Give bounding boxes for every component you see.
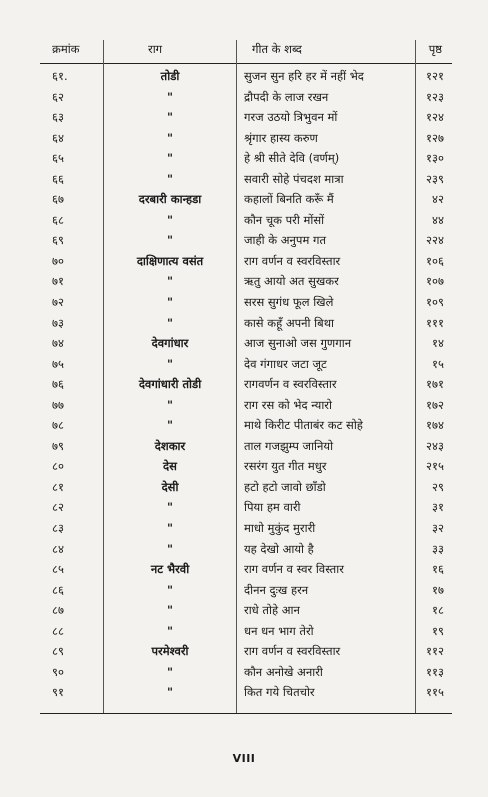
table-row [0, 87, 488, 108]
page-number: VIII [232, 752, 256, 765]
table-row [0, 539, 488, 560]
row-song: कासे कहूँ अपनी बिथा [244, 315, 335, 330]
row-raag: " [167, 582, 173, 597]
row-number: ७१ [52, 274, 64, 289]
table-row [0, 600, 488, 621]
bottom-rule [40, 713, 452, 714]
table-row [0, 477, 488, 498]
row-number: ८९ [52, 644, 64, 659]
row-page: १३० [426, 151, 444, 166]
header-rule [40, 63, 452, 64]
header-raag: राग [148, 42, 163, 56]
row-page: १७ [432, 582, 444, 597]
row-number: ६४ [52, 130, 64, 145]
row-raag: " [167, 541, 173, 556]
table-row [0, 107, 488, 128]
table-row [0, 641, 488, 662]
row-page: १७१ [426, 377, 444, 392]
row-raag: " [167, 500, 173, 515]
row-page: ४४ [432, 212, 444, 227]
row-page: १७२ [426, 397, 444, 412]
row-raag: तोडी [160, 69, 180, 83]
row-song: ऋतु आयो अत सुखकर [244, 274, 339, 289]
row-raag: " [167, 397, 173, 412]
row-page: १२७ [426, 130, 444, 145]
row-raag: " [167, 171, 173, 186]
row-raag: " [167, 151, 173, 166]
row-page: ११३ [426, 664, 444, 679]
row-song: धन धन भाग तेरो [244, 623, 314, 638]
table-row [0, 189, 488, 210]
row-page: १११ [426, 315, 444, 330]
row-page: १२१ [426, 69, 444, 83]
table-row [0, 436, 488, 457]
row-raag: " [167, 89, 173, 104]
row-page: ३२ [432, 521, 444, 536]
row-number: ८४ [52, 541, 64, 556]
table-body [0, 66, 488, 703]
row-number: ६९ [52, 233, 64, 248]
table-row [0, 251, 488, 272]
row-song: गरज उठयो त्रिभुवन मों [244, 110, 338, 125]
row-song: यह देखो आयो है [244, 541, 314, 556]
row-number: ७५ [52, 356, 64, 371]
row-page: २२४ [426, 233, 444, 248]
row-number: ८० [52, 459, 64, 474]
row-raag: " [167, 521, 173, 536]
table-row [0, 456, 488, 477]
table-row [0, 559, 488, 580]
row-song: सवारी सोहे पंचदश मात्रा [244, 171, 344, 186]
table-row [0, 415, 488, 436]
row-raag: देसी [161, 479, 179, 494]
row-page: १५ [432, 356, 444, 371]
table-row [0, 354, 488, 375]
row-number: ८६ [52, 582, 64, 597]
row-raag: " [167, 274, 173, 289]
row-page: २१५ [426, 459, 444, 474]
row-number: ८१ [52, 479, 64, 494]
table-row [0, 148, 488, 169]
table-row [0, 662, 488, 683]
row-number: ७२ [52, 295, 64, 310]
row-song: कौन अनोखे अनारी [244, 664, 323, 679]
row-song: हे श्री सीते देवि (वर्णम्) [244, 151, 340, 166]
row-song: कित गये चितचोर [244, 685, 315, 700]
row-raag: देशकार [154, 438, 186, 453]
table-row [0, 621, 488, 642]
row-song: कहालों बिनति करूँ मैं [244, 192, 334, 207]
row-page: २९ [432, 479, 444, 494]
row-raag: देवगांधारी तोडी [138, 377, 202, 392]
row-number: ६६ [52, 171, 64, 186]
row-song: रसरंग युत गीत मधुर [244, 459, 327, 474]
row-song: सरस सुगंध फूल खिले [244, 295, 334, 310]
row-raag: नट भैरवी [150, 562, 190, 577]
row-raag: " [167, 110, 173, 125]
table-row [0, 169, 488, 190]
row-song: देव गंगाधर जटा जूट [244, 356, 327, 371]
header-song: गीत के शब्द [252, 42, 302, 56]
row-number: ८७ [52, 603, 64, 618]
row-song: राग वर्णन व स्वर विस्तार [244, 562, 344, 577]
row-number: ६२ [52, 89, 64, 104]
row-page: ३३ [432, 541, 444, 556]
row-raag: " [167, 418, 173, 433]
row-page: १०७ [426, 274, 444, 289]
row-raag: " [167, 356, 173, 371]
row-raag: " [167, 664, 173, 679]
row-song: हटो हटो जावो छाँडो [244, 479, 326, 494]
table-row [0, 333, 488, 354]
row-raag: दाक्षिणात्य वसंत [136, 253, 204, 268]
row-raag: दरबारी कान्हडा [138, 192, 202, 207]
row-number: ६३ [52, 110, 64, 125]
header-number: क्रमांक [52, 42, 80, 56]
row-number: ८२ [52, 500, 64, 515]
table-row [0, 271, 488, 292]
row-number: ७८ [52, 418, 64, 433]
row-number: ८३ [52, 521, 64, 536]
row-number: ७३ [52, 315, 64, 330]
row-number: ६७ [52, 192, 64, 207]
row-number: ६१. [52, 69, 68, 83]
table-row [0, 230, 488, 251]
row-raag: परमेश्वरी [151, 644, 189, 659]
row-number: ८५ [52, 562, 64, 577]
row-raag: " [167, 295, 173, 310]
row-number: ६५ [52, 151, 64, 166]
row-song: कौन चूक परी मोंसों [244, 212, 325, 227]
row-page: १२४ [426, 110, 444, 125]
row-song: राग वर्णन व स्वरविस्तार [244, 253, 341, 268]
row-number: ८८ [52, 623, 64, 638]
row-song: दीनन दुःख हरन [244, 582, 309, 597]
row-page: ४२ [432, 192, 444, 207]
row-song: जाही के अनुपम गत [244, 233, 327, 248]
row-page: १६ [432, 562, 444, 577]
table-row [0, 128, 488, 149]
row-raag: " [167, 603, 173, 618]
table-row [0, 580, 488, 601]
row-number: ९० [52, 664, 64, 679]
table-row [0, 292, 488, 313]
row-page: १४ [432, 336, 444, 351]
table-row [0, 66, 488, 87]
row-song: द्रौपदी के लाज रखन [244, 89, 329, 104]
row-song: आज सुनाओ जस गुणगान [244, 336, 352, 351]
row-number: ७४ [52, 336, 64, 351]
row-number: ६८ [52, 212, 64, 227]
row-song: रागवर्णन व स्वरविस्तार [244, 377, 337, 392]
row-song: राधे तोहे आन [244, 603, 300, 618]
table-row [0, 518, 488, 539]
row-number: ७९ [52, 438, 64, 453]
row-page: १०६ [426, 253, 444, 268]
row-page: १०९ [426, 295, 444, 310]
row-song: माधो मुकुंद मुरारी [244, 521, 316, 536]
row-raag: देवगांधार [151, 336, 189, 351]
row-song: सुजन सुन हरि हर में नहीं भेद [244, 69, 364, 83]
row-raag: " [167, 212, 173, 227]
row-page: ३१ [432, 500, 444, 515]
row-number: ७७ [52, 397, 64, 412]
row-raag: " [167, 233, 173, 248]
row-number: ९१ [52, 685, 64, 700]
row-song: पिया हम वारी [244, 500, 301, 515]
header-page: पृष्ठ [428, 42, 442, 56]
row-page: २४३ [426, 438, 444, 453]
row-raag: " [167, 315, 173, 330]
row-song: माथे किरीट पीताबंर कट सोहे [244, 418, 363, 433]
row-page: २३९ [426, 171, 444, 186]
table-row [0, 682, 488, 703]
row-raag: देस [163, 459, 177, 474]
row-number: ७० [52, 253, 64, 268]
row-page: १८ [432, 603, 444, 618]
table-row [0, 210, 488, 231]
row-raag: " [167, 685, 173, 700]
row-number: ७६ [52, 377, 64, 392]
row-page: १९ [432, 623, 444, 638]
table-row [0, 313, 488, 334]
row-raag: " [167, 130, 173, 145]
row-song: श्रृंगार हास्य करुण [244, 130, 318, 145]
row-page: ११५ [426, 685, 444, 700]
row-page: १७४ [426, 418, 444, 433]
table-row [0, 497, 488, 518]
row-raag: " [167, 623, 173, 638]
row-song: राग वर्णन व स्वरविस्तार [244, 644, 341, 659]
row-page: १२३ [426, 89, 444, 104]
table-row [0, 374, 488, 395]
row-song: राग रस को भेद न्यारो [244, 397, 332, 412]
row-page: ११२ [426, 644, 444, 659]
table-row [0, 395, 488, 416]
row-song: ताल गजझुम्प जानियो [244, 438, 334, 453]
